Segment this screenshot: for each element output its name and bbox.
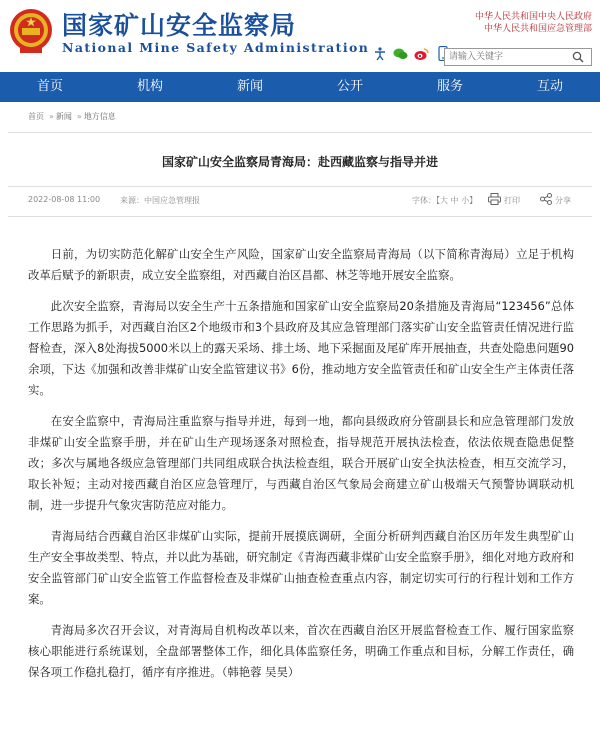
breadcrumb-separator: »: [76, 112, 82, 121]
site-header: [0, 0, 600, 72]
divider: [8, 216, 592, 217]
article-paragraph: 日前，为切实防范化解矿山安全生产风险，国家矿山安全监察局青海局（以下简称青海局）立足于机构改革后赋予的新职责，成立安全监察组，对西藏自治区昌都、林芝等地开展安全监察。: [28, 247, 574, 282]
gov-link-central[interactable]: 中华人民共和国中央人民政府: [474, 12, 592, 22]
breadcrumb: [28, 111, 118, 122]
nav-item-organization[interactable]: 机构: [136, 79, 163, 94]
font-large-button[interactable]: 大: [440, 196, 448, 205]
breadcrumb-separator: »: [49, 112, 54, 121]
font-size-controls: 字体：【大 中 小】: [412, 196, 478, 205]
divider: [8, 186, 592, 187]
national-emblem-icon[interactable]: [8, 6, 54, 58]
print-button[interactable]: [488, 193, 520, 207]
font-medium-button[interactable]: 中: [450, 196, 459, 205]
nav-item-public[interactable]: 公开: [336, 79, 363, 94]
breadcrumb-home[interactable]: 首页: [28, 112, 44, 121]
wechat-icon[interactable]: [393, 46, 408, 61]
font-small-button[interactable]: 小: [461, 196, 470, 205]
article-meta: [28, 195, 580, 209]
print-icon: [488, 193, 501, 207]
breadcrumb-local-info[interactable]: 地方信息: [83, 112, 116, 121]
article-paragraph: 青海局多次召开会议，对青海局自机构改革以来，首次在西藏自治区开展监督检查工作、履行国家监察核心职能进行系统谋划，全盘部署整体工作，细化具体监察任务，明确工作重点和目标，分解工作责任，确保各项工作稳扎稳打，循序有序推进。（韩艳蓉 吴昊）: [28, 623, 574, 679]
article-source: 来源：中国应急管理报: [120, 196, 200, 205]
gov-link-emergency[interactable]: 中华人民共和国应急管理部: [483, 24, 592, 34]
search-input[interactable]: [445, 49, 567, 65]
main-nav: [0, 72, 600, 102]
nav-item-news[interactable]: 新闻: [236, 79, 263, 94]
gov-links: [475, 11, 592, 35]
article-paragraph: 此次安全监察，青海局以安全生产十五条措施和国家矿山安全监察局20条措施及青海局“123456”总体工作思路为抓手，对西藏自治区2个地级市和3个县政府及其应急管理部门落实矿山安全监管责任情况进行监督检查，深入8处海拔5000米以上的露天采场、排土场、地下采掘面及尾矿库开展抽查，共查处隐患问题90余项，下达《加强和改善非煤矿山安全监管建议书》6份，推动地方安全监管责任和矿山安全生产主体责任落实。: [28, 299, 574, 397]
share-button[interactable]: [540, 193, 571, 207]
article-content: [28, 244, 574, 693]
accessibility-icon[interactable]: [372, 46, 387, 61]
divider: [8, 132, 592, 133]
site-title-en: National Mine Safety Administration: [62, 40, 370, 55]
font-size-label: 字体：: [412, 196, 436, 205]
header-tools: [372, 46, 450, 61]
article-paragraph: 在安全监察中，青海局注重监察与指导并进，每到一地，都向县级政府分管副县长和应急管理部门发放非煤矿山安全监察手册，并在矿山生产现场逐条对照检查，指导规范开展执法检查，依法依规查隐患促整改；多次与属地各级应急管理部门共同组成联合执法检查组，联合开展矿山安全执法检查，相互交流学习，取长补短；主动对接西藏自治区应急管理厅，与西藏自治区气象局会商建立矿山极端天气预警协调联动机制，进一步提升气象灾害防范应对能力。: [28, 414, 574, 512]
nav-item-interaction[interactable]: 互动: [536, 79, 563, 94]
print-label: 打印: [504, 195, 520, 205]
nav-item-services[interactable]: 服务: [436, 79, 463, 94]
article-title: 国家矿山安全监察局青海局：赴西藏监察与指导并进: [161, 155, 438, 169]
article-date: 2022-08-08 11:00: [28, 195, 101, 204]
search-box: [444, 48, 592, 66]
search-icon[interactable]: [567, 49, 589, 65]
site-title[interactable]: 国家矿山安全监察局: [62, 11, 297, 40]
breadcrumb-news[interactable]: 新闻: [55, 112, 72, 121]
nav-item-home[interactable]: 首页: [36, 79, 63, 94]
weibo-icon[interactable]: [414, 46, 429, 61]
share-label: 分享: [555, 195, 571, 205]
share-icon: [540, 193, 552, 207]
article-paragraph: 青海局结合西藏自治区非煤矿山实际，提前开展摸底调研，全面分析研判西藏自治区历年发生典型矿山生产安全事故类型、特点，并以此为基础，研究制定《青海西藏非煤矿山安全监察手册》，细化对地方政府和安全监管部门矿山安全监管工作监督检查及非煤矿山抽查检查重点内容，制定切实可行的行程计划和工作方案。: [28, 529, 574, 606]
